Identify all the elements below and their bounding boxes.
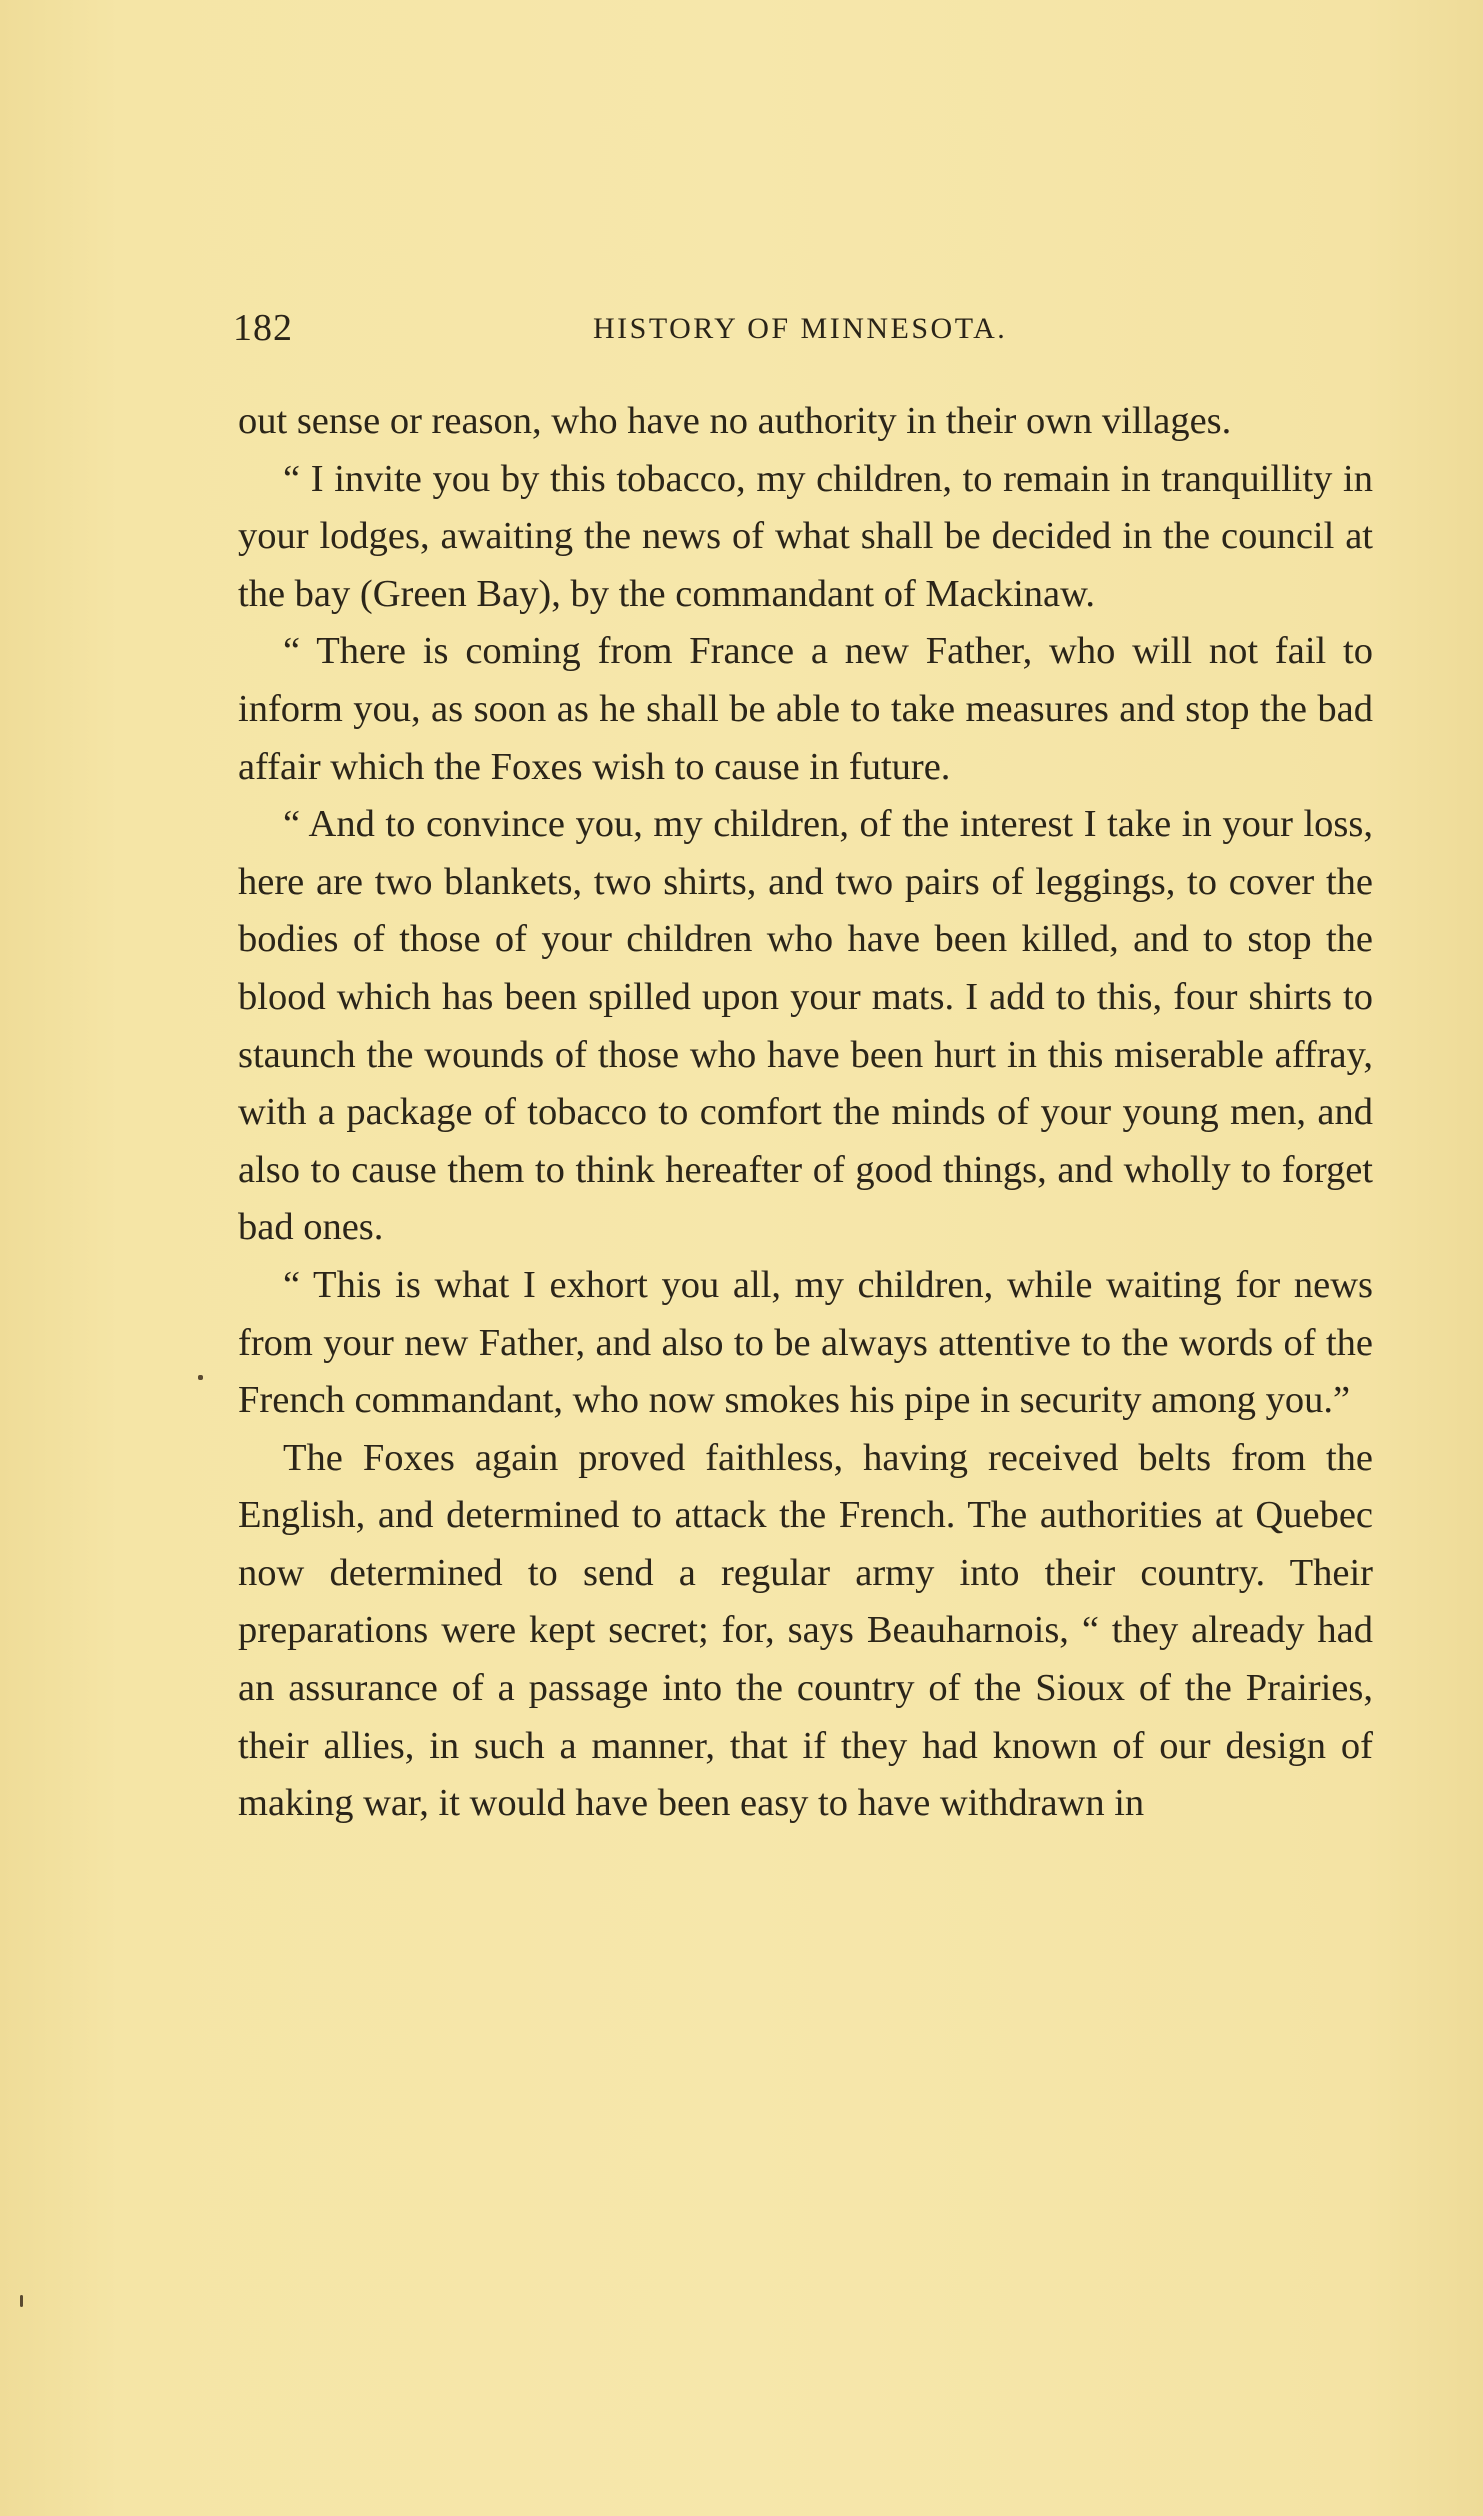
running-title: HISTORY OF MINNESOTA.	[593, 312, 1008, 345]
running-head	[233, 306, 1378, 350]
paragraph: “ There is coming from France a new Father, who will not fail to inform you, as soon as he shall be able to take measures and stop the bad affair which the Foxes wish to cause in future.	[238, 630, 1373, 788]
margin-speck	[20, 2295, 23, 2307]
paragraph: The Foxes again proved faithless, having received belts from the English, and determined to attack the French. The authorities at Quebec now determined to send a regular army into their country. Their preparations were kept secret; for, says Beauharnois, “ they already had an assurance of a passage into the country of the Sioux of the Prairies, their allies, in such a manner, that if they had known of our design of making war, it would have been easy to have withdrawn in	[238, 1436, 1373, 1825]
paragraph: “ And to convince you, my children, of the interest I take in your loss, here are two blankets, two shirts, and two pairs of leggings, to cover the bodies of those of your children who have been killed, and to stop the blood which has been spilled upon your mats. I add to this, four shirts to staunch the wounds of those who have been hurt in this miserable affray, with a package of tobacco to comfort the minds of your young men, and also to cause them to think hereafter of good things, and wholly to forget bad ones.	[238, 803, 1373, 1249]
paragraph: “ This is what I exhort you all, my children, while waiting for news from your new Father, and also to be always attentive to the words of the French commandant, who now smokes his pipe in security among you.”	[238, 1263, 1373, 1422]
paragraph: “ I invite you by this tobacco, my children, to remain in tranquillity in your lodges, awaiting the news of what shall be decided in the council at the bay (Green Bay), by the commandant of Mackinaw.	[238, 457, 1373, 615]
page-number: 182	[233, 307, 293, 349]
body-text	[238, 393, 1373, 1833]
paragraph: out sense or reason, who have no authority in their own villages.	[238, 400, 1232, 442]
margin-speck	[198, 1375, 203, 1380]
